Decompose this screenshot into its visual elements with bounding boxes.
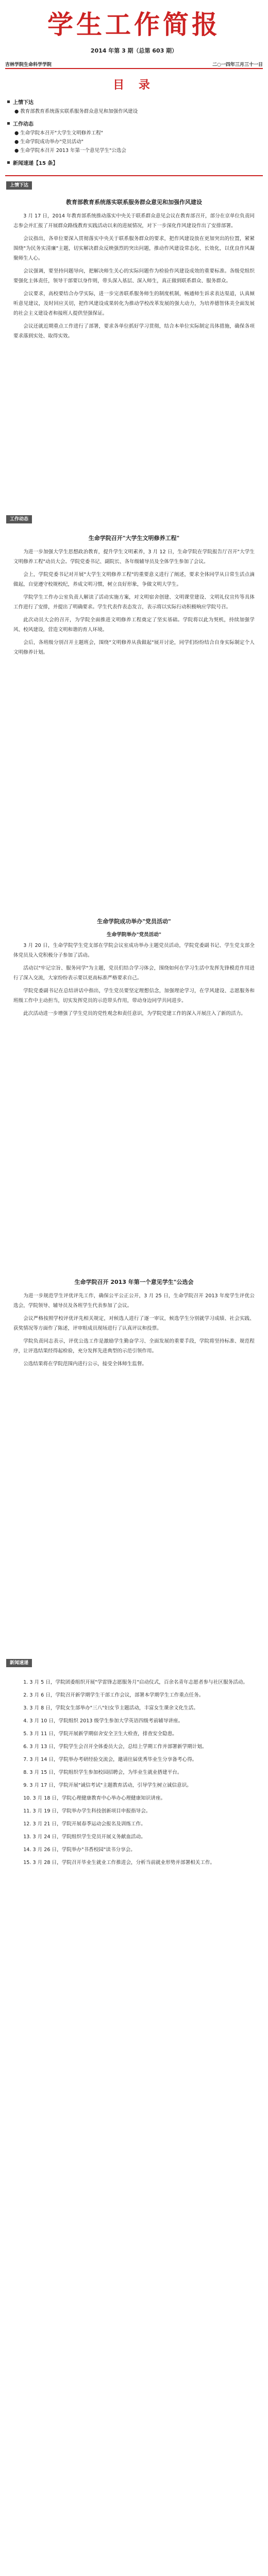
toc-item[interactable]: ● 生命学院本召开"大学生文明修养工程" — [14, 130, 104, 136]
toc-section[interactable]: 上情下达 — [7, 98, 261, 106]
article-title: 生命学院成功举办"党员活动" — [97, 918, 171, 925]
news-item: 9. 3 月 17 日，学院开展"诚信考试"主题教育活动，引导学生树立诚信意识。 — [23, 1783, 192, 1788]
article-subtitle: 生命学院举办"党员活动" — [107, 932, 161, 938]
newsletter-title: 学生工作简报 — [47, 9, 221, 40]
publish-date: 二○一四年三月三十一日 — [212, 62, 263, 67]
news-item: 1. 3 月 5 日，学院团委组织开展"学雷锋志愿服务月"启动仪式，百余名青年志愿者参与社区服务活动。 — [23, 1680, 248, 1685]
article-title: 教育部教育系统落实联系服务群众意见和加强作风建设 — [66, 199, 202, 206]
article-title: 生命学院召开"大学生文明修养工程" — [88, 535, 180, 541]
paragraph: 公选结果将在学院范围内进行公示，接受全体师生监督。 — [23, 1361, 147, 1367]
news-list — [0, 1677, 268, 1871]
paragraph: 3 月 17 日，2014 年教育部系统推动落实中央关于联系群众意见会议在教育部召开，部分在京单位负责同志参会并汇报了开展群众路线教育实践活动以来的进展情况，对下一步深化作风建设作出了安排部署。 — [13, 213, 255, 229]
paragraph: 学院学生工作办公室负责人解读了活动实施方案，对文明宿舍创建、文明课堂建设、文明礼仪宣传等具体工作进行了安排，并提出了明确要求。学生代表作表态发言，表示将以实际行动积极响应学院号召。 — [13, 595, 255, 610]
paragraph: 会上，学院党委书记对开展"大学生文明修养工程"的重要意义进行了阐述，要求全体同学从日常生活点滴做起，自觉遵守校规校纪，养成文明习惯，树立良好形象，争做文明大学生。 — [13, 572, 255, 587]
toc-item[interactable]: ● 生命学院成功举办"党员活动" — [14, 139, 84, 145]
news-item: 5. 3 月 11 日，学院开展新学期宿舍安全卫生大检查，排查安全隐患。 — [23, 1731, 177, 1737]
news-item: 14. 3 月 26 日，学院举办"书香校园"读书分享会。 — [23, 1847, 136, 1853]
toc-title: 目 录 — [113, 79, 155, 92]
issue-number: 2014 年第 3 期（总第 603 期） — [90, 47, 178, 54]
news-item: 12. 3 月 21 日，学院开展春季运动会报名及训练工作。 — [23, 1821, 146, 1827]
news-item: 7. 3 月 14 日，学院举办考研经验交流会，邀请往届优秀毕业生分享备考心得。 — [23, 1757, 197, 1762]
paragraph: 会后，各班级分别召开主题班会，围绕"文明修养从我做起"展开讨论，同学们纷纷结合自身实际制定个人文明修养计划。 — [13, 640, 255, 655]
paragraph: 为进一步加强大学生思想政治教育，提升学生文明素养，3 月 12 日，生命学院在学院报告厅召开"大学生文明修养工程"动员大会。学院党委书记、副院长、各年级辅导员及全体学生参加了会议。 — [13, 549, 255, 565]
news-item: 6. 3 月 13 日，学院学生会召开全体委员大会，总结上学期工作并部署新学期计划。 — [23, 1744, 207, 1750]
paragraph: 此次动员大会的召开，为学院全面推进文明修养工程奠定了坚实基础。学院将以此为契机，持续加强学风、校风建设，营造文明和谐的育人环境。 — [13, 617, 255, 633]
section-tag: 工作动态 — [6, 515, 32, 523]
section-tag: 新闻速递 — [6, 1659, 32, 1667]
paragraph: 活动以"牢记宗旨、服务同学"为主题，党员们结合学习体会，围绕如何在学习生活中发挥先锋模范作用进行了深入交流，大家纷纷表示要以更高标准严格要求自己。 — [13, 965, 255, 981]
article-s1 — [0, 198, 268, 344]
masthead-rule — [5, 68, 263, 69]
article-s4 — [0, 1278, 268, 1372]
news-item: 10. 3 月 18 日，学院心理健康教育中心举办心理健康知识讲座。 — [23, 1795, 166, 1801]
toc-item[interactable]: ● 生命学院本召开 2013 年第一个意见学生"公选会 — [14, 148, 126, 154]
publisher: 吉林学院生命科学学院 — [5, 62, 52, 67]
toc-item[interactable]: ● 教育部教育系统落实联系服务群众意见和加强作风建设 — [14, 109, 138, 114]
article-s2 — [0, 534, 268, 660]
news-item: 8. 3 月 15 日，学院组织学生参加校园招聘会，为毕业生就业搭建平台。 — [23, 1770, 182, 1775]
paragraph: 此次活动进一步增强了学生党员的党性观念和责任意识，为学院党建工作的深入开展注入了新的活力。 — [23, 1011, 246, 1016]
paragraph: 学院负责同志表示，评优公选工作是激励学生勤奋学习、全面发展的重要手段，学院将坚持标准、规范程序，让评选结果经得起检验，充分发挥先进典型的示范引领作用。 — [13, 1338, 255, 1354]
paragraph: 为进一步规范学生评优评先工作，确保公平公正公开，3 月 25 日，生命学院召开 2013 年度学生评优公选会，学院领导、辅导员及各班学生代表参加了会议。 — [13, 1293, 255, 1309]
paragraph: 学院党委副书记在总结讲话中指出，学生党员要坚定理想信念，加强理论学习，在学风建设、志愿服务和班级工作中主动担当，切实发挥党员的示范带头作用，带动身边同学共同进步。 — [13, 988, 255, 1004]
news-item: 13. 3 月 24 日，学院组织学生党员开展义务献血活动。 — [23, 1834, 146, 1840]
paragraph: 会议指出，各单位要深入贯彻落实中央关于联系服务群众的要求，把作风建设放在更加突出的位置，紧紧围绕"为民务实清廉"主题，切实解决群众反映强烈的突出问题，推动作风建设常态化、长效化，以优良作风凝聚师生人心。 — [13, 236, 255, 261]
article-s3 — [0, 917, 268, 1022]
paragraph: 会议严格按照学校评优评先相关规定，对候选人进行了逐一审议，候选学生分别就学习成绩、社会实践、获奖情况等方面作了陈述，评审组成员现场进行了认真评议和投票。 — [13, 1316, 255, 1331]
news-item: 3. 3 月 8 日，学院女生部举办"三八"妇女节主题活动，丰富女生课余文化生活。 — [23, 1705, 198, 1711]
paragraph: 会议要求，高校要结合办学实际，进一步完善联系服务师生的制度机制，畅通师生诉求表达渠道，认真倾听意见建议，及时回应关切，把作风建设成果转化为推动学校改革发展的强大动力，为培养德智体美全面发展的社会主义建设者和接班人提供坚强保证。 — [13, 291, 255, 316]
paragraph: 3 月 20 日，生命学院学生党支部在学院会议室成功举办主题党员活动，学院党委副书记、学生党支部全体党员及入党积极分子参加了活动。 — [13, 943, 255, 958]
news-item: 15. 3 月 28 日，学院召开毕业生就业工作推进会，分析当前就业形势并部署相关工作。 — [23, 1860, 215, 1866]
paragraph: 会议强调，要坚持问题导向，把解决师生关心的实际问题作为检验作风建设成效的重要标准。各级党组织要强化主体责任，领导干部要以身作则，带头深入基层、深入师生，真正做到联系群众、服务群众。 — [13, 268, 255, 284]
paragraph: 会议还就近期重点工作进行了部署，要求各单位抓好学习贯彻，结合本单位实际制定具体措施，确保各项要求落到实处、取得实效。 — [13, 324, 255, 339]
table-of-contents — [7, 96, 261, 167]
toc-rule — [5, 175, 263, 176]
section-tag: 上情下达 — [6, 181, 32, 190]
toc-section[interactable]: 新闻速递【15 条】 — [7, 159, 261, 166]
article-title: 生命学院召开 2013 年第一个意见学生"公选会 — [74, 1279, 194, 1285]
news-item: 2. 3 月 6 日，学院召开新学期学生干部工作会议，部署本学期学生工作重点任务。 — [23, 1692, 204, 1698]
toc-section[interactable]: 工作动态 — [7, 120, 261, 127]
news-item: 11. 3 月 19 日，学院举办学生科技创新项目申报指导会。 — [23, 1808, 151, 1814]
news-item: 4. 3 月 10 日，学院组织 2013 级学生参加大学英语四级考前辅导讲座。 — [23, 1718, 183, 1724]
